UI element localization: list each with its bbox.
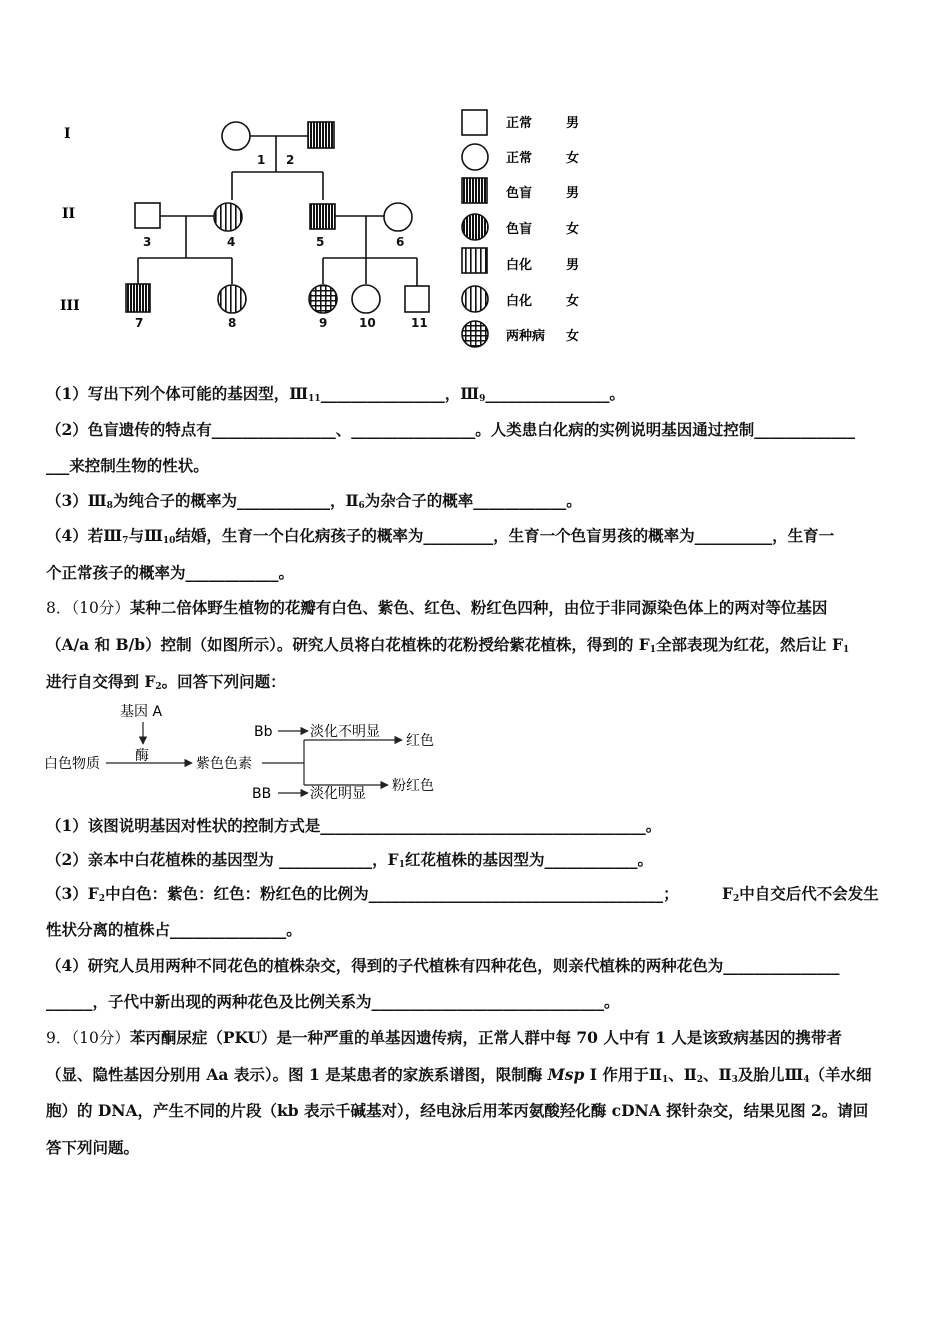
question-score: （10分）	[71, 1029, 130, 1047]
subscript: 2	[696, 1075, 704, 1085]
subscript: 1	[649, 645, 657, 655]
q7-sub1-text: （1）写出下列个体可能的基因型，Ⅲ	[46, 384, 309, 403]
q7-sub2-text: （2）色盲遗传的特点有________________、________________。人类患白化病的实例说明基因通过控制_____________	[46, 420, 856, 439]
legend-sex: 女	[566, 151, 580, 166]
legend-label: 正常	[506, 151, 533, 166]
q9-stem-line1	[46, 1028, 842, 1048]
q9-stem-text: 答下列问题。	[46, 1138, 140, 1157]
q9-stem-line3	[46, 1101, 868, 1121]
individual-number: 10	[359, 316, 376, 330]
individual-III8	[218, 285, 246, 313]
subscript: 2	[98, 894, 106, 904]
individual-III10	[352, 285, 380, 313]
legend-symbol-normal-male	[462, 110, 487, 135]
q7-sub3	[46, 491, 582, 516]
q8-sub4	[46, 956, 840, 976]
individual-III7	[126, 284, 150, 312]
weak-dilution-label: 淡化不明显	[310, 724, 380, 740]
legend-symbol-colorblind-female	[462, 214, 488, 240]
q9-stem-text: 苯丙酮尿症（PKU）是一种严重的单基因遗传病，正常人群中每 70 人中有 1 人是该致病基因的携带者	[129, 1028, 842, 1047]
subscript: 1	[398, 860, 405, 870]
subscript: 3	[731, 1075, 738, 1085]
gene-a-label: 基因 A	[120, 704, 163, 720]
q8-sub3-text: F	[722, 884, 734, 903]
subscript: 10	[162, 536, 176, 546]
q8-stem-text: 某种二倍体野生植物的花瓣有白色、紫色、红色、粉红色四种，由位于非同源染色体上的两对等位基因	[129, 598, 828, 617]
individual-number: 7	[135, 316, 144, 330]
genotype-bb-het: Bb	[254, 724, 273, 740]
individual-number: 5	[316, 235, 325, 249]
pedigree-figure	[40, 100, 600, 360]
q7-sub1	[46, 384, 625, 409]
q8-sub3-text: 性状分离的植株占_______________。	[46, 920, 302, 939]
q9-stem-line2	[46, 1065, 872, 1090]
individual-I1	[222, 122, 250, 150]
q9-stem-text: I 作用于Ⅱ	[584, 1065, 662, 1084]
q8-sub2	[46, 850, 653, 875]
legend-sex: 女	[566, 294, 580, 309]
q8-sub3-text: （3）F	[46, 884, 99, 903]
legend-label: 白化	[506, 258, 533, 273]
individual-number: 8	[228, 316, 237, 330]
q7-sub3-text: 为纯合子的概率为____________，Ⅱ	[112, 491, 359, 510]
subscript: 7	[122, 536, 129, 546]
individual-number: 11	[411, 316, 428, 330]
q8-stem-line3	[46, 672, 286, 697]
legend-sex: 男	[566, 116, 580, 131]
q8-sub1-text: （1）该图说明基因对性状的控制方式是__________________________________________。	[46, 816, 662, 835]
q8-stem-text: 。回答下列问题：	[161, 672, 286, 691]
q8-sub1	[46, 816, 661, 836]
q7-sub1-text: ________________。	[485, 384, 625, 403]
legend-sex: 男	[566, 186, 580, 201]
legend-symbol-albino-male	[462, 248, 487, 273]
subscript: 11	[308, 394, 321, 404]
legend-symbol-colorblind-male	[462, 178, 487, 203]
legend-symbol-albino-female	[462, 286, 488, 312]
enzyme-name: Msp	[547, 1065, 585, 1084]
q9-stem-text: 、Ⅱ	[668, 1065, 697, 1084]
subscript: 1	[842, 645, 850, 655]
individual-number: 4	[227, 235, 236, 249]
subscript: 6	[358, 501, 365, 511]
subscript: 8	[106, 501, 113, 511]
q8-sub3-text: 中白色：紫色：红色：粉红色的比例为______________________________________；	[105, 884, 679, 903]
q8-sub3-right	[722, 884, 879, 909]
q8-sub3-text: 中自交后代不会发生	[739, 884, 879, 903]
individual-II4	[214, 203, 242, 231]
legend-sex: 女	[566, 329, 580, 344]
q8-stem-text: 进行自交得到 F	[46, 672, 156, 691]
q7-sub4-text: （4）若Ⅲ	[46, 526, 123, 545]
q7-sub4-cont	[46, 563, 294, 583]
individual-number: 2	[286, 153, 295, 167]
q7-sub3-text: 为杂合子的概率____________。	[364, 491, 582, 510]
legend-label: 色盲	[506, 186, 533, 201]
q9-stem-text: （显、隐性基因分别用 Aa 表示）。图 1 是某患者的家族系谱图，限制酶	[46, 1065, 548, 1084]
legend-symbol-normal-female	[462, 144, 488, 170]
q8-sub4-text: （4）研究人员用两种不同花色的植株杂交，得到的子代植株有四种花色，则亲代植株的两种花色为_______________	[46, 956, 840, 975]
individual-II3	[135, 203, 160, 228]
q9-stem-text: 及胎儿Ⅲ	[737, 1065, 804, 1084]
enzyme-label: 酶	[135, 748, 149, 764]
q7-sub4-text: 结婚，生育一个白化病孩子的概率为_________，生育一个色盲男孩的概率为__________，生育一	[175, 526, 835, 545]
generation-label-3: III	[60, 298, 80, 314]
strong-dilution-label: 淡化明显	[310, 786, 366, 802]
legend-label: 正常	[506, 116, 533, 131]
q7-sub1-text: ________________，Ⅲ	[320, 384, 480, 403]
generation-label-1: I	[64, 126, 71, 142]
individual-I2	[308, 122, 334, 148]
question-number: 9．	[46, 1029, 72, 1047]
pigment-pathway-diagram	[40, 698, 460, 806]
legend-sex: 女	[566, 222, 580, 237]
q7-sub4-text: 个正常孩子的概率为____________。	[46, 563, 295, 582]
q8-sub2-text: 红花植株的基因型为____________。	[404, 850, 653, 869]
generation-label-2: II	[62, 206, 76, 222]
legend-symbol-both-female	[462, 321, 488, 347]
question-number: 8．	[46, 599, 72, 617]
q8-sub3	[46, 884, 679, 909]
pedigree-legend	[462, 110, 579, 347]
individual-number: 9	[319, 316, 328, 330]
individual-II6	[384, 203, 412, 231]
q7-sub3-text: （3）Ⅲ	[46, 491, 107, 510]
q8-sub4-cont	[46, 992, 620, 1012]
white-substance-label: 白色物质	[44, 756, 100, 772]
red-label: 红色	[406, 733, 434, 749]
purple-pigment-label: 紫色色素	[196, 756, 252, 772]
genotype-bb-hom: BB	[252, 786, 272, 802]
individual-III9	[309, 285, 337, 313]
q8-sub2-text: （2）亲本中白花植株的基因型为 ____________，F	[46, 850, 399, 869]
q7-sub2-text: ___来控制生物的性状。	[46, 456, 209, 475]
subscript: 9	[479, 394, 486, 404]
q9-stem-text: （羊水细	[809, 1065, 872, 1084]
q8-stem-line1	[46, 598, 827, 618]
legend-label: 色盲	[506, 222, 533, 237]
individual-number: 3	[143, 235, 152, 249]
q7-sub2-cont	[46, 456, 209, 476]
individual-III11	[405, 286, 429, 312]
q7-sub2	[46, 420, 855, 440]
subscript: 1	[661, 1075, 669, 1085]
subscript: 4	[803, 1075, 810, 1085]
pink-label: 粉红色	[392, 778, 434, 794]
subscript: 2	[155, 682, 162, 692]
q8-stem-line2	[46, 635, 849, 660]
legend-label: 白化	[506, 294, 533, 309]
q7-sub4-text: 与Ⅲ	[128, 526, 163, 545]
legend-sex: 男	[566, 258, 580, 273]
legend-label: 两种病	[506, 329, 546, 344]
q8-stem-text: 全部表现为红花，然后让 F	[656, 635, 843, 654]
q7-sub4	[46, 526, 834, 551]
q9-stem-line4	[46, 1138, 139, 1158]
individual-number: 1	[257, 153, 266, 167]
q8-stem-text: （A/a 和 B/b）控制（如图所示）。研究人员将白花植株的花粉授给紫花植株，得到的 F	[46, 635, 650, 654]
question-score: （10分）	[71, 599, 130, 617]
q8-sub4-text: ______，子代中新出现的两种花色及比例关系为______________________________。	[46, 992, 620, 1011]
individual-number: 6	[396, 235, 405, 249]
subscript: 2	[733, 894, 740, 904]
q9-stem-text: 胞）的 DNA，产生不同的片段（kb 表示千碱基对），经电泳后用苯丙氨酸羟化酶 cDNA 探针杂交，结果见图 2。请回	[46, 1101, 869, 1120]
q9-stem-text: 、Ⅱ	[703, 1065, 732, 1084]
individual-II5	[310, 204, 335, 229]
q8-sub3-cont	[46, 920, 302, 940]
